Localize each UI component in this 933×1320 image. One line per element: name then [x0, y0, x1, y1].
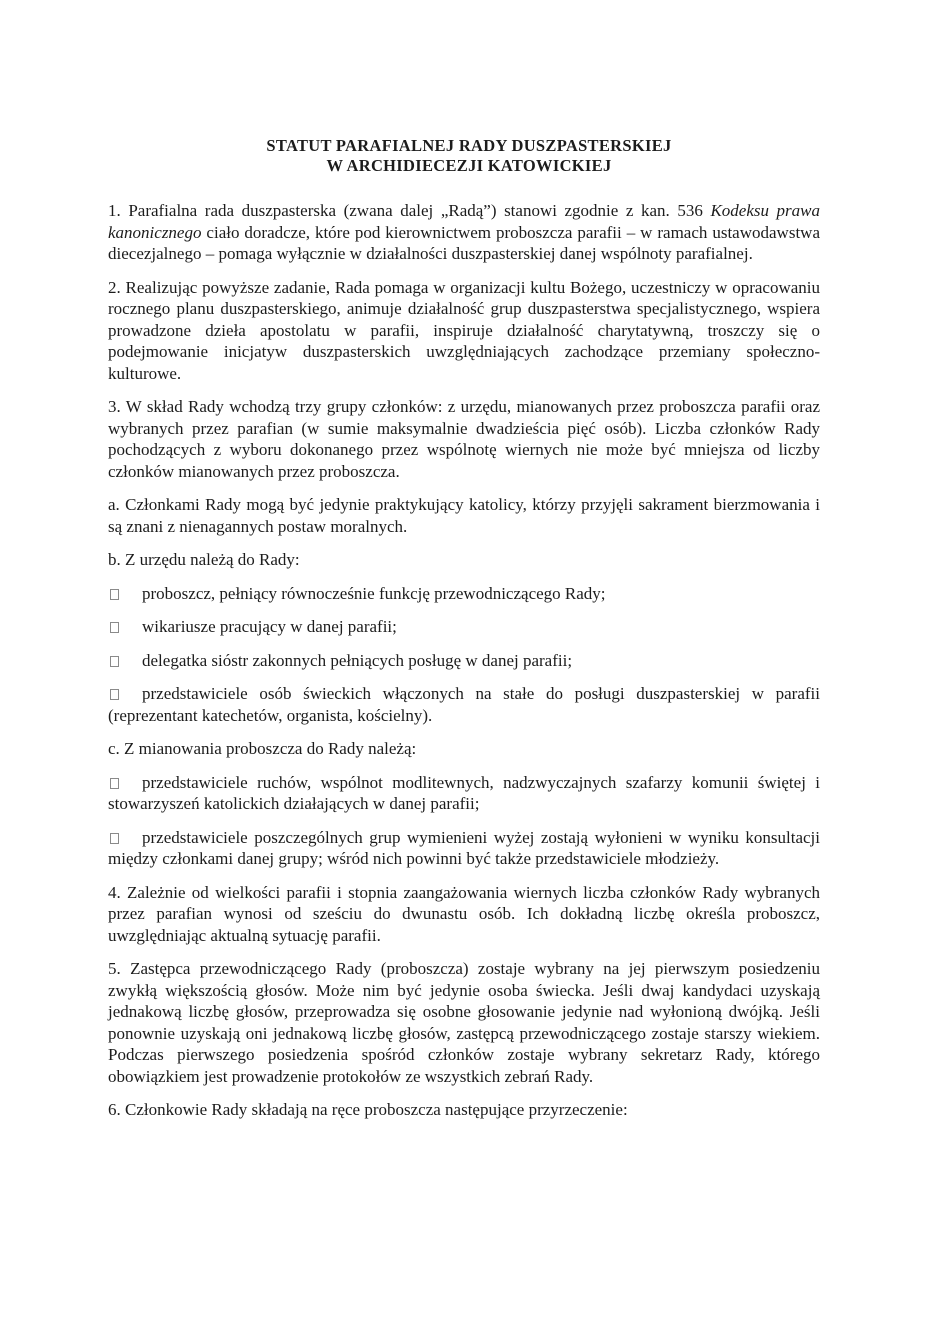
list-item-text: przedstawiciele osób świeckich włączonych na stałe do posługi duszpasterskiej w parafii (reprezentant katechetów, organista, kościelny). — [108, 684, 820, 725]
list-item — [108, 650, 820, 672]
list-item — [108, 772, 820, 815]
paragraph-1 — [108, 200, 820, 265]
paragraph-3b: b. Z urzędu należą do Rady: — [108, 550, 300, 569]
title-line-1: STATUT PARAFIALNEJ RADY DUSZPASTERSKIEJ — [266, 136, 672, 155]
list-item-text: wikariusze pracujący w danej parafii; — [142, 617, 397, 636]
paragraph-1-text: 1. Parafialna rada duszpasterska (zwana dalej „Radą”) stanowi zgodnie z kan. 536 — [108, 201, 711, 220]
list-item — [108, 827, 820, 870]
checkbox-bullet-icon — [110, 833, 119, 844]
title-line-2: W ARCHIDIECEZJI KATOWICKIEJ — [326, 156, 612, 175]
checkbox-bullet-icon — [110, 778, 119, 789]
checkbox-bullet-icon — [110, 656, 119, 667]
paragraph-6: 6. Członkowie Rady składają na ręce proboszcza następujące przyrzeczenie: — [108, 1100, 628, 1119]
list-item — [108, 583, 820, 605]
list-item-text: proboszcz, pełniący równocześnie funkcję przewodniczącego Rady; — [142, 583, 606, 603]
list-item — [108, 683, 820, 726]
document-title — [118, 136, 820, 176]
checkbox-bullet-icon — [110, 689, 119, 700]
list-item-text: przedstawiciele ruchów, wspólnot modlitewnych, nadzwyczajnych szafarzy komunii świętej i stowarzyszeń katolickich działających w danej parafii; — [108, 772, 820, 813]
paragraph-2: 2. Realizując powyższe zadanie, Rada pomaga w organizacji kultu Bożego, uczestniczy w opracowaniu rocznego planu duszpasterskiego, animuje działalność grup duszpasterstwa specjalistycznego, wspiera prowadzone dzieła apostolatu w parafii, inspiruje działalność charytatywną, troszczy się o podejmowanie inicjatyw duszpasterskich uwzględniających zachodzące przemiany społeczno-kulturowe. — [108, 277, 820, 383]
checkbox-bullet-icon — [110, 622, 119, 633]
paragraph-1-text-end: ciało doradcze, które pod kierownictwem proboszcza parafii – w ramach ustawodawstwa diecezjalnego – pomaga wyłącznie w działalności duszpasterskiej danej wspólnoty parafialnej. — [108, 222, 820, 263]
paragraph-3a: a. Członkami Rady mogą być jedynie praktykujący katolicy, którzy przyjęli sakrament bierzmowania i są znani z nienagannych postaw moralnych. — [108, 495, 820, 536]
paragraph-3c: c. Z mianowania proboszcza do Rady należą: — [108, 739, 417, 758]
list-item — [108, 616, 820, 638]
paragraph-5: 5. Zastępca przewodniczącego Rady (proboszcza) zostaje wybrany na jej pierwszym posiedzeniu zwykłą większością głosów. Może nim być jedynie osoba świecka. Jeśli dwaj kandydaci uzyskają jednakową liczbę głosów, przeprowadza się osobne głosowanie jedynie nad wyłonioną dwójką. Jeśli ponownie uzyskają oni jednakową liczbę głosów, zastępcą przewodniczącego zostaje starszy wiekiem. Podczas pierwszego posiedzenia spośród członków zostaje wybrany sekretarz Rady, którego obowiązkiem jest prowadzenie protokołów ze wszystkich zebrań Rady. — [108, 959, 820, 1086]
paragraph-4: 4. Zależnie od wielkości parafii i stopnia zaangażowania wiernych liczba członków Rady wybranych przez parafian wynosi od sześciu do dwunastu osób. Ich dokładną liczbę określa proboszcz, uwzględniając aktualną sytuację parafii. — [108, 882, 820, 945]
list-item-text: delegatka sióstr zakonnych pełniących posługę w danej parafii; — [142, 650, 573, 670]
checkbox-bullet-icon — [110, 589, 119, 600]
paragraph-1-italic: Kodeksu prawa kanonicznego — [108, 201, 821, 242]
list-item-text: przedstawiciele poszczególnych grup wymienieni wyżej zostają wyłonieni w wyniku konsultacji między członkami danej grupy; wśród nich powinni być także przedstawiciele młodzieży. — [108, 827, 820, 868]
paragraph-3: 3. W skład Rady wchodzą trzy grupy członków: z urzędu, mianowanych przez proboszcza parafii oraz wybranych przez parafian (w sumie maksymalnie dwadzieścia pięć osób). Liczba członków Rady pochodzących z wyboru dokonanego przez wspólnotę wiernych nie może być mniejsza od liczby członków mianowanych przez proboszcza. — [108, 397, 820, 481]
